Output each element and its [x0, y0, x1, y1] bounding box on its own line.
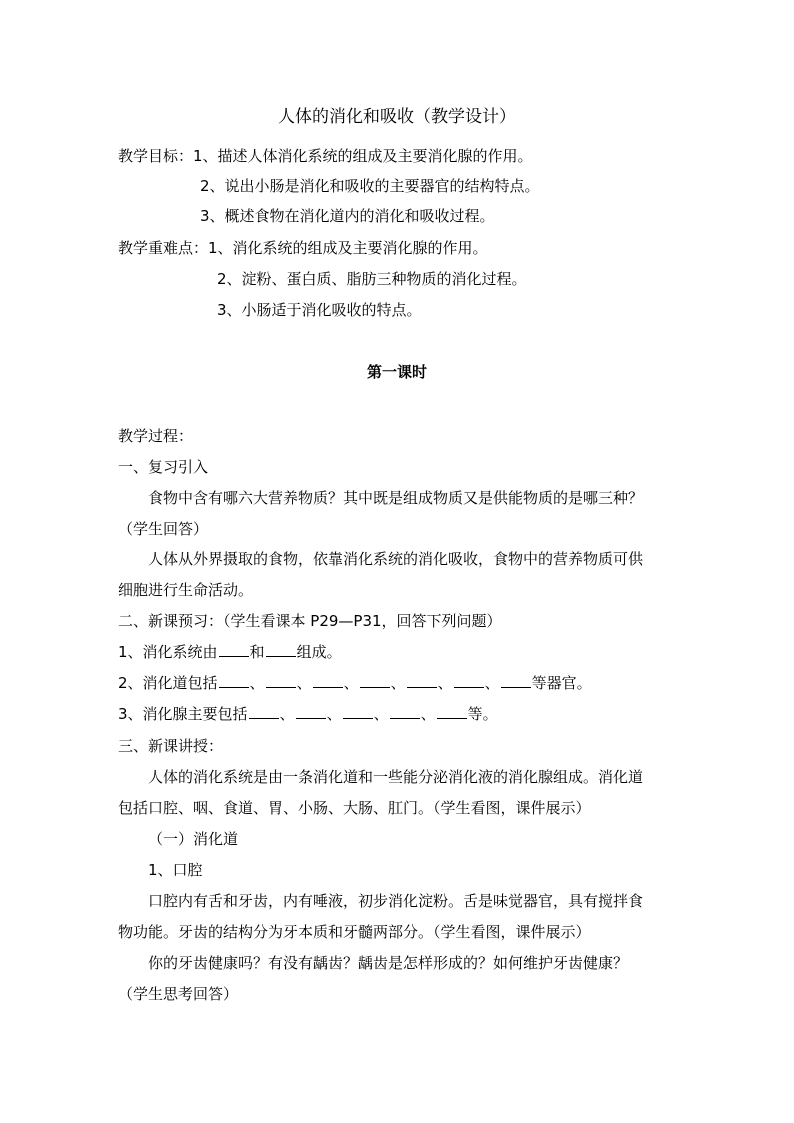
subsection-heading: （一）消化道 — [148, 830, 239, 848]
key-point-item: 3、小肠适于消化吸收的特点。 — [217, 301, 422, 319]
question-text: 和 — [249, 643, 265, 661]
lecture-paragraph-1: 人体的消化系统是由一条消化道和一些能分泌消化液的消化腺组成。消化道 — [148, 768, 644, 786]
question-text: 3、消化腺主要包括 — [118, 705, 248, 723]
question-text: 2、消化道包括 — [118, 674, 218, 692]
answer-blank — [454, 673, 484, 688]
preview-question-1 — [118, 642, 342, 662]
answer-blank — [219, 642, 249, 657]
answer-blank — [266, 673, 296, 688]
separator: 、 — [326, 705, 342, 723]
question-text: 等器官。 — [531, 674, 592, 692]
answer-blank — [343, 704, 373, 719]
separator: 、 — [279, 705, 295, 723]
answer-blank — [407, 673, 437, 688]
lecture-paragraph-2: 口腔内有舌和牙齿，内有唾液，初步消化淀粉。舌是味觉器官，具有搅拌食 — [148, 892, 644, 910]
separator: 、 — [343, 674, 359, 692]
objective-item: 2、说出小肠是消化和吸收的主要器官的结构特点。 — [200, 177, 540, 195]
preview-question-2 — [118, 673, 592, 693]
separator: 、 — [249, 674, 265, 692]
answer-blank — [360, 673, 390, 688]
answer-blank — [313, 673, 343, 688]
answer-blank — [266, 642, 296, 657]
answer-blank — [501, 673, 531, 688]
lecture-paragraph-3: 你的牙齿健康吗？有没有龋齿？龋齿是怎样形成的？如何维护牙齿健康？ — [148, 954, 629, 972]
separator: 、 — [390, 674, 406, 692]
review-paragraph-2-cont: 细胞进行生命活动。 — [118, 581, 254, 599]
key-points-label: 教学重难点： — [118, 239, 209, 257]
question-text: 组成。 — [296, 643, 342, 661]
lesson-heading: 第一课时 — [366, 363, 427, 381]
lecture-paragraph-1-cont: 包括口腔、咽、食道、胃、小肠、大肠、肛门。（学生看图，课件展示） — [118, 799, 591, 817]
separator: 、 — [484, 674, 500, 692]
subsection-item: 1、口腔 — [148, 861, 203, 879]
answer-blank — [296, 704, 326, 719]
objectives-line-1 — [118, 146, 533, 166]
answer-blank — [249, 704, 279, 719]
preview-question-3 — [118, 704, 498, 724]
lecture-heading: 三、新课讲授： — [118, 737, 224, 755]
answer-blank — [390, 704, 420, 719]
objective-item: 3、概述食物在消化道内的消化和吸收过程。 — [200, 207, 495, 225]
lecture-paragraph-2-cont: 物功能。牙齿的结构分为牙本质和牙髓两部分。（学生看图，课件展示） — [118, 923, 591, 941]
review-paragraph-2: 人体从外界摄取的食物，依靠消化系统的消化吸收，食物中的营养物质可供 — [148, 550, 644, 568]
lecture-paragraph-3-cont: （学生思考回答） — [118, 985, 239, 1003]
key-point-item: 1、消化系统的组成及主要消化腺的作用。 — [208, 239, 488, 257]
review-heading: 一、复习引入 — [118, 458, 209, 476]
document-title: 人体的消化和吸收（教学设计） — [278, 107, 516, 127]
key-point-item: 2、淀粉、蛋白质、脂肪三种物质的消化过程。 — [217, 270, 527, 288]
review-paragraph-1: 食物中含有哪六大营养物质？其中既是组成物质又是供能物质的是哪三种？ — [148, 489, 644, 507]
answer-blank — [437, 704, 467, 719]
answer-blank — [219, 673, 249, 688]
process-label: 教学过程： — [118, 427, 194, 445]
separator: 、 — [373, 705, 389, 723]
separator: 、 — [296, 674, 312, 692]
question-text: 等。 — [467, 705, 498, 723]
preview-heading: 二、新课预习：（学生看课本 P29—P31，回答下列问题） — [118, 612, 502, 630]
separator: 、 — [437, 674, 453, 692]
review-paragraph-1-cont: （学生回答） — [118, 520, 209, 538]
objectives-label: 教学目标： — [118, 147, 194, 165]
separator: 、 — [420, 705, 436, 723]
objective-item: 1、描述人体消化系统的组成及主要消化腺的作用。 — [193, 147, 533, 165]
question-text: 1、消化系统由 — [118, 643, 218, 661]
key-points-line-1 — [118, 238, 488, 258]
